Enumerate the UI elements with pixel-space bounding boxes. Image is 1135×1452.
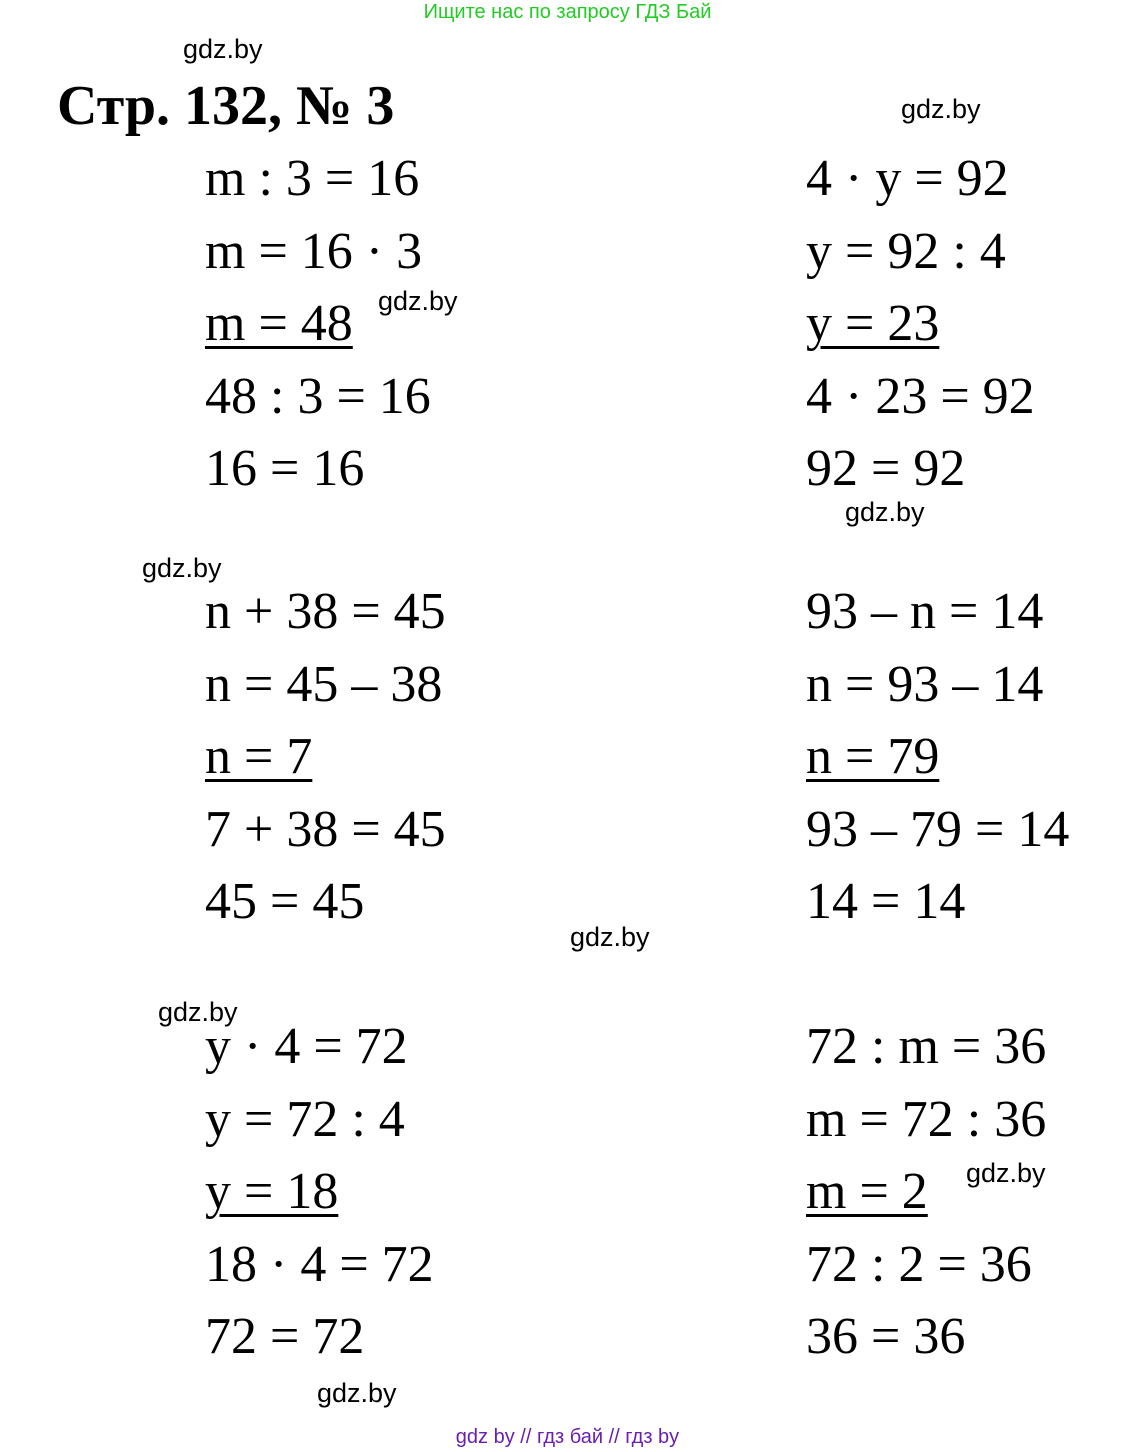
watermark: gdz.by	[183, 34, 263, 64]
watermark: gdz.by	[966, 1158, 1046, 1188]
watermark: gdz.by	[845, 497, 925, 527]
watermark: gdz.by	[901, 94, 981, 124]
equation-answer: y = 23	[806, 295, 940, 352]
equation-check: 18 · 4 = 72	[205, 1235, 434, 1293]
equation-answer: y = 18	[205, 1163, 339, 1220]
equation-check: 4 · 23 = 92	[806, 367, 1035, 425]
watermark: gdz.by	[317, 1378, 397, 1408]
search-banner: Ищите нас по запросу ГДЗ Бай	[423, 1, 712, 23]
equation-check-result: 45 = 45	[205, 873, 365, 930]
footer-links: gdz by // гдз бай // гдз by	[455, 1426, 680, 1448]
equation-check: 93 – 79 = 14	[806, 800, 1070, 858]
equation-line: n = 93 – 14	[806, 655, 1044, 713]
equation-line: 72 : m = 36	[806, 1018, 1047, 1075]
watermark: gdz.by	[570, 922, 650, 952]
equation-line: y = 92 : 4	[806, 222, 1006, 280]
equation-check: 48 : 3 = 16	[205, 367, 431, 425]
equation-answer: m = 48	[205, 295, 353, 352]
equation-answer: n = 7	[205, 728, 313, 785]
watermark: gdz.by	[142, 553, 222, 583]
equation-answer: m = 2	[806, 1163, 928, 1220]
equation-block-5	[205, 1011, 434, 1374]
equation-block-6	[806, 1011, 1046, 1374]
equation-line: 93 – n = 14	[806, 583, 1044, 640]
equation-block-2	[806, 143, 1035, 506]
equation-line: m = 16 · 3	[205, 222, 423, 280]
equation-check-result: 36 = 36	[806, 1308, 966, 1365]
equation-line: n + 38 = 45	[205, 583, 446, 640]
equation-line: n = 45 – 38	[205, 655, 443, 713]
equation-block-3	[205, 576, 446, 939]
equation-check-result: 72 = 72	[205, 1308, 365, 1365]
equation-line: 4 · y = 92	[806, 150, 1009, 207]
equation-check-result: 92 = 92	[806, 440, 966, 497]
equation-check: 7 + 38 = 45	[205, 800, 446, 858]
equation-answer: n = 79	[806, 728, 940, 785]
equation-check-result: 14 = 14	[806, 873, 966, 930]
equation-check: 72 : 2 = 36	[806, 1235, 1032, 1293]
equation-block-4	[806, 576, 1069, 939]
watermark: gdz.by	[378, 286, 458, 316]
page-title: Стр. 132, № 3	[57, 75, 395, 137]
equation-check-result: 16 = 16	[205, 440, 365, 497]
equation-block-1	[205, 143, 431, 506]
watermark: gdz.by	[158, 997, 238, 1027]
equation-line: m : 3 = 16	[205, 150, 420, 207]
equation-line: m = 72 : 36	[806, 1090, 1047, 1148]
equation-line: y = 72 : 4	[205, 1090, 405, 1148]
equation-line: y · 4 = 72	[205, 1018, 408, 1075]
